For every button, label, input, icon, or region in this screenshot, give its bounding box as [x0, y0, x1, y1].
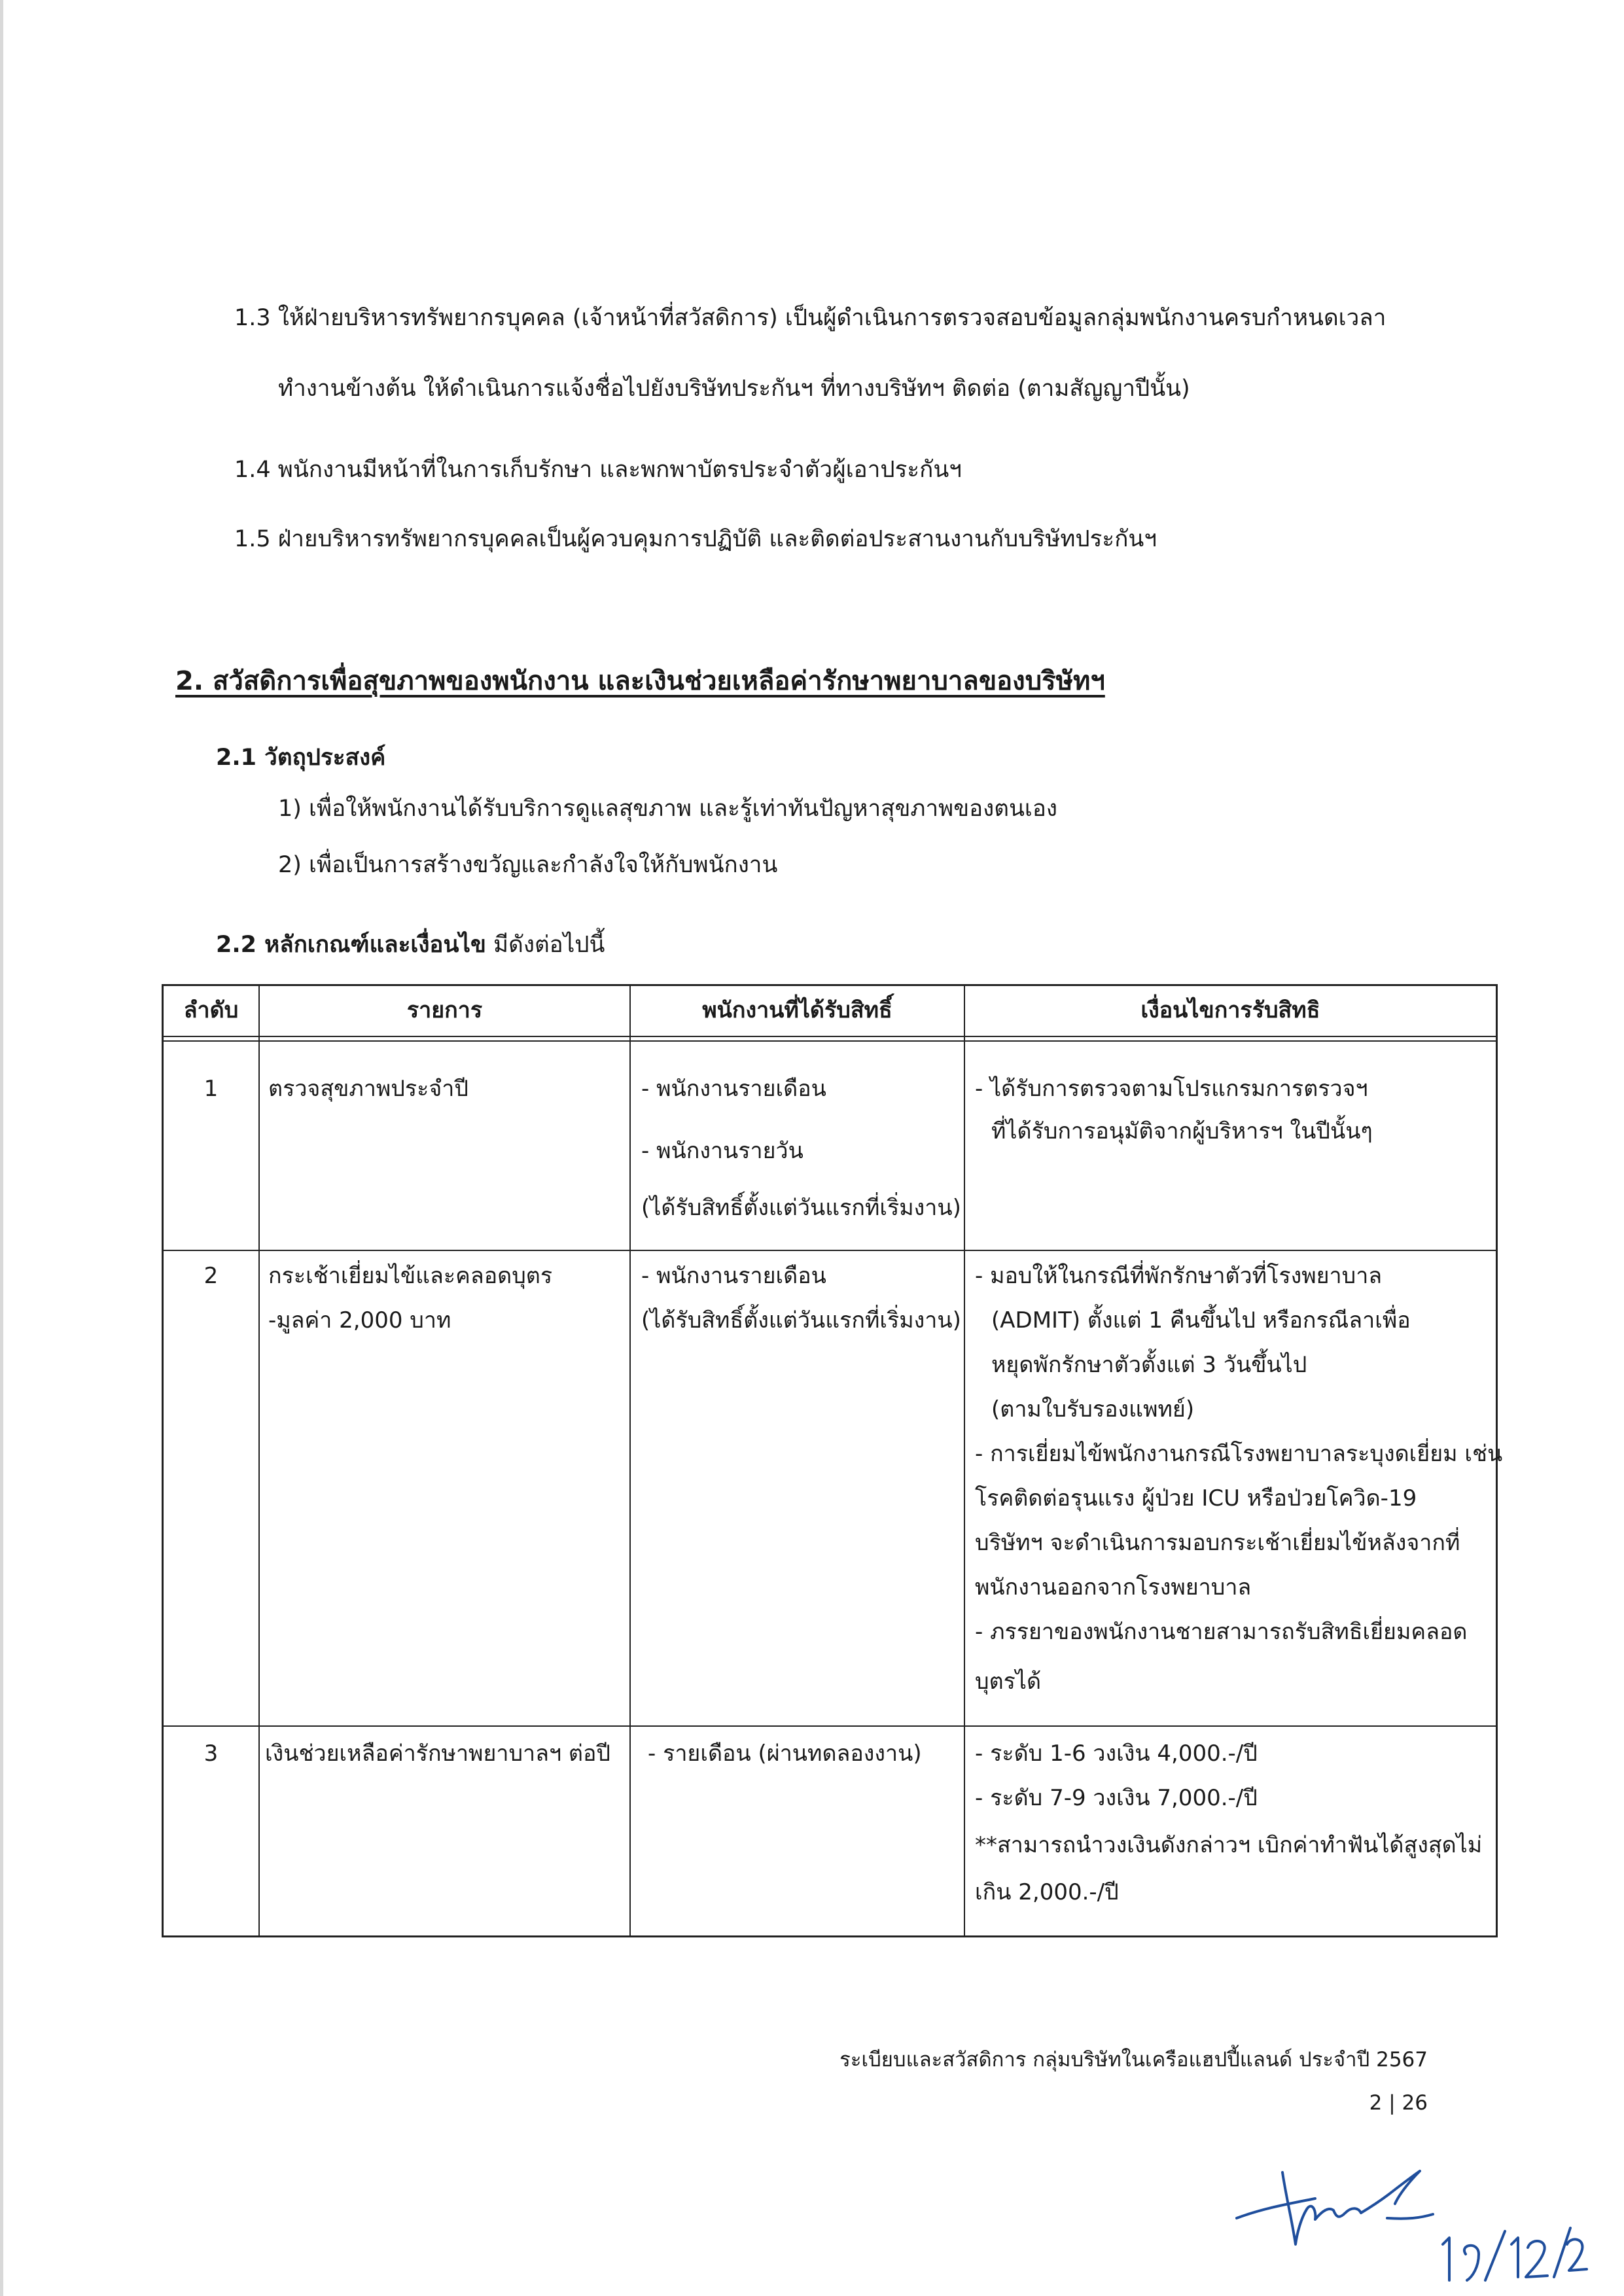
- row-1-no: 1: [203, 1076, 219, 1102]
- subsection-2-2-title: 2.2 หลักเกณฑ์และเงื่อนไข: [216, 932, 486, 958]
- table-border-left: [162, 984, 164, 1937]
- table-header-eligible: พนักงานที่ได้รับสิทธิ์: [702, 997, 892, 1023]
- table-header-divider-double: [162, 1040, 1498, 1042]
- row-2-condition-5: - การเยี่ยมไข้พนักงานกรณีโรงพยาบาลระบุงดเยี่ยม เช่น: [975, 1441, 1503, 1467]
- item-1-3-line-1: 1.3 ให้ฝ่ายบริหารทรัพยากรบุคคล (เจ้าหน้าที่สวัสดิการ) เป็นผู้ดำเนินการตรวจสอบข้อมูลกลุ่มพนักงานครบกำหนดเวลา: [234, 305, 1386, 331]
- table-col-divider-2: [629, 984, 631, 1937]
- section-2-heading: 2. สวัสดิการเพื่อสุขภาพของพนักงาน และเงินช่วยเหลือค่ารักษาพยาบาลของบริษัทฯ: [175, 666, 1105, 696]
- subsection-2-1: 2.1 วัตถุประสงค์: [216, 745, 386, 771]
- item-1-3-line-2: ทำงานข้างต้น ให้ดำเนินการแจ้งชื่อไปยังบริษัทประกันฯ ที่ทางบริษัทฯ ติดต่อ (ตามสัญญาปีนั้น): [278, 376, 1190, 402]
- row-2-condition-10: บุตรได้: [975, 1669, 1042, 1695]
- table-row-divider-2: [162, 1725, 1498, 1727]
- table-header-item: รายการ: [406, 997, 483, 1023]
- row-3-condition-2: - ระดับ 7-9 วงเงิน 7,000.-/ปี: [975, 1785, 1258, 1811]
- row-1-eligible-1: - พนักงานรายเดือน: [641, 1076, 826, 1102]
- handwritten-signature: [1224, 2146, 1590, 2290]
- table-header-conditions: เงื่อนไขการรับสิทธิ: [1140, 997, 1320, 1023]
- subsection-2-2: [216, 929, 605, 961]
- row-2-condition-4: (ตามใบรับรองแพทย์): [991, 1396, 1195, 1422]
- row-2-eligible-2: (ได้รับสิทธิ์ตั้งแต่วันแรกที่เริ่มงาน): [641, 1307, 961, 1333]
- objective-1: 1) เพื่อให้พนักงานได้รับบริการดูแลสุขภาพ และรู้เท่าทันปัญหาสุขภาพของตนเอง: [278, 796, 1057, 822]
- row-1-condition-1: - ได้รับการตรวจตามโปรแกรมการตรวจฯ: [975, 1076, 1368, 1102]
- row-2-condition-2: (ADMIT) ตั้งแต่ 1 คืนขึ้นไป หรือกรณีลาเพื่อ: [991, 1307, 1411, 1333]
- table-header-no: ลำดับ: [183, 997, 239, 1023]
- table-border-bottom: [162, 1935, 1498, 1937]
- row-2-eligible-1: - พนักงานรายเดือน: [641, 1263, 826, 1289]
- row-2-condition-8: พนักงานออกจากโรงพยาบาล: [975, 1574, 1252, 1600]
- item-1-4: 1.4 พนักงานมีหน้าที่ในการเก็บรักษา และพกพาบัตรประจำตัวผู้เอาประกันฯ: [234, 457, 962, 483]
- table-row-divider-1: [162, 1250, 1498, 1251]
- row-1-item: ตรวจสุขภาพประจำปี: [268, 1076, 468, 1102]
- footer-page-number: 2 | 26: [1369, 2091, 1428, 2115]
- table-col-divider-1: [258, 984, 260, 1937]
- row-2-condition-6: โรคติดต่อรุนแรง ผู้ป่วย ICU หรือป่วยโควิด-19: [975, 1485, 1417, 1511]
- row-3-eligible: - รายเดือน (ผ่านทดลองงาน): [648, 1740, 922, 1767]
- table-header-divider: [162, 1036, 1498, 1037]
- subsection-2-2-rest: มีดังต่อไปนี้: [485, 932, 605, 958]
- row-2-item-1: กระเช้าเยี่ยมไข้และคลอดบุตร: [268, 1263, 553, 1289]
- table-col-divider-3: [964, 984, 965, 1937]
- item-1-5: 1.5 ฝ่ายบริหารทรัพยากรบุคคลเป็นผู้ควบคุมการปฏิบัติ และติดต่อประสานงานกับบริษัทประกันฯ: [234, 526, 1157, 552]
- row-2-condition-9: - ภรรยาของพนักงานชายสามารถรับสิทธิเยี่ยมคลอด: [975, 1619, 1468, 1645]
- row-3-no: 3: [203, 1740, 219, 1767]
- row-1-eligible-2: - พนักงานรายวัน: [641, 1138, 803, 1164]
- row-3-condition-1: - ระดับ 1-6 วงเงิน 4,000.-/ปี: [975, 1740, 1258, 1767]
- page-edge: [0, 0, 3, 2296]
- row-2-no: 2: [203, 1263, 219, 1289]
- row-1-condition-2: ที่ได้รับการอนุมัติจากผู้บริหารฯ ในปีนั้นๆ: [991, 1118, 1373, 1144]
- row-3-condition-3: **สามารถนำวงเงินดังกล่าวฯ เบิกค่าทำฟันได้สูงสุดไม่: [975, 1832, 1483, 1858]
- footer-document-title: ระเบียบและสวัสดิการ กลุ่มบริษัทในเครือแฮปปี้แลนด์ ประจำปี 2567: [839, 2048, 1428, 2072]
- objective-2: 2) เพื่อเป็นการสร้างขวัญและกำลังใจให้กับพนักงาน: [278, 852, 778, 878]
- row-2-condition-7: บริษัทฯ จะดำเนินการมอบกระเช้าเยี่ยมไข้หลังจากที่: [975, 1530, 1460, 1556]
- row-2-condition-1: - มอบให้ในกรณีที่พักรักษาตัวที่โรงพยาบาล: [975, 1263, 1383, 1289]
- row-2-item-2: -มูลค่า 2,000 บาท: [268, 1307, 451, 1333]
- row-2-condition-3: หยุดพักรักษาตัวตั้งแต่ 3 วันขึ้นไป: [991, 1352, 1307, 1378]
- row-3-item: เงินช่วยเหลือค่ารักษาพยาบาลฯ ต่อปี: [265, 1740, 610, 1767]
- table-border-top: [162, 984, 1498, 986]
- row-3-condition-4: เกิน 2,000.-/ปี: [975, 1879, 1119, 1905]
- row-1-eligible-3: (ได้รับสิทธิ์ตั้งแต่วันแรกที่เริ่มงาน): [641, 1195, 961, 1221]
